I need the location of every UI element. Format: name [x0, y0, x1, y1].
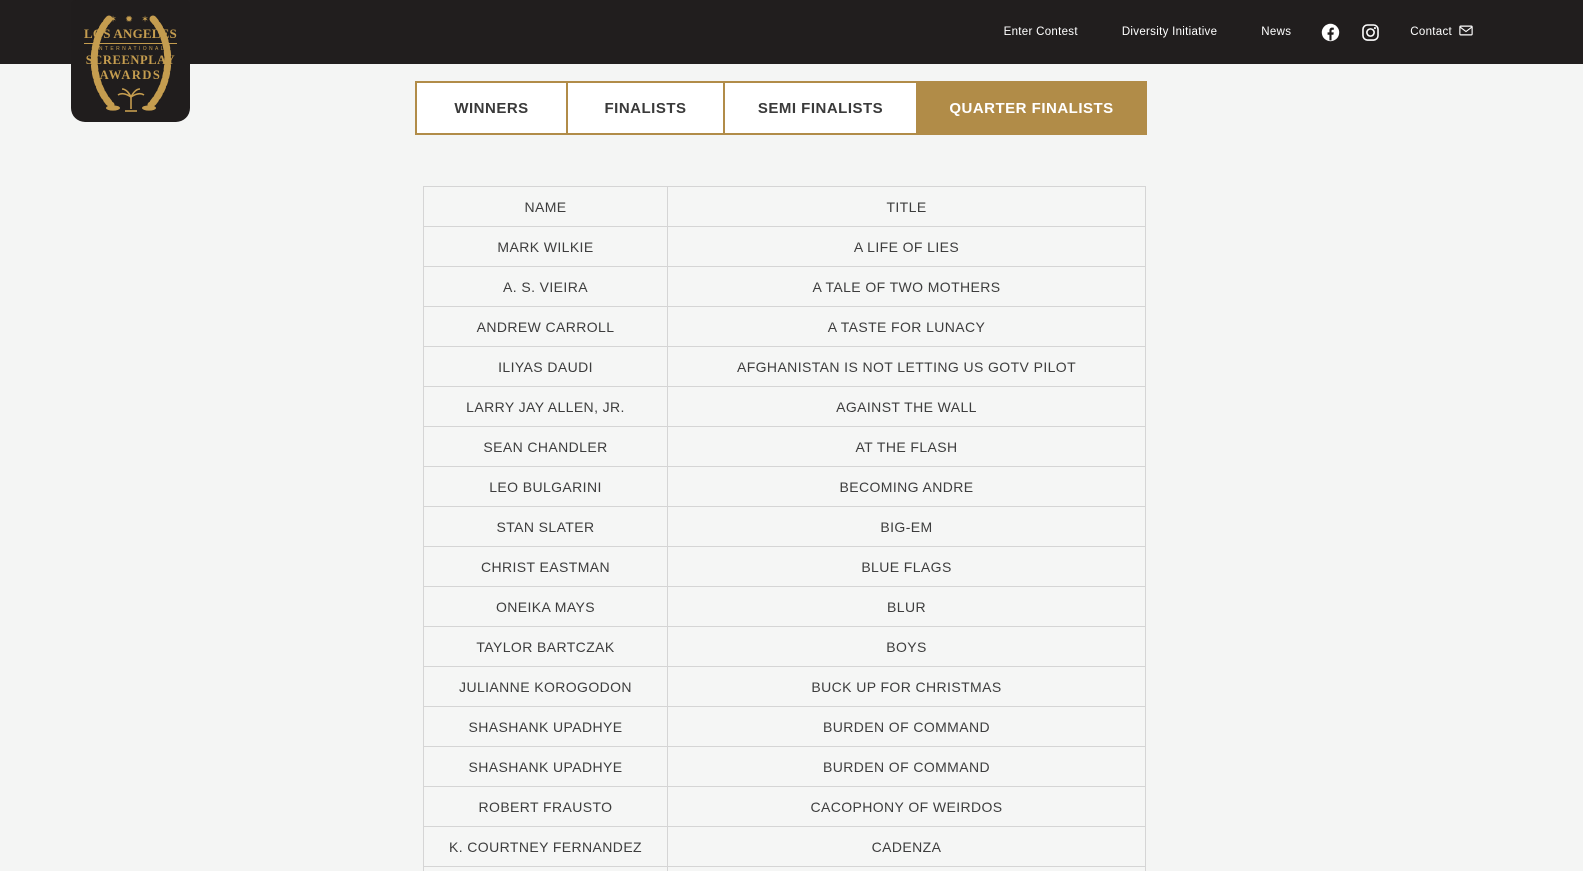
logo-text-international: INTERNATIONAL — [95, 45, 166, 52]
title-cell: BLUE FLAGS — [861, 558, 952, 575]
title-cell: A LIFE OF LIES — [853, 238, 960, 255]
column-header-title: TITLE — [886, 198, 927, 215]
column-header-name: NAME — [424, 187, 668, 226]
name-cell: K. COURTNEY FERNANDEZ — [424, 827, 668, 866]
name-cell: CHRIST EASTMAN — [424, 547, 668, 586]
tab-semi-finalists[interactable]: SEMI FINALISTS — [723, 81, 918, 135]
nav-contact[interactable] — [1410, 23, 1473, 41]
instagram-icon[interactable] — [1361, 23, 1380, 42]
nav-contact-label[interactable]: Contact — [1410, 26, 1452, 38]
table-row — [424, 667, 1145, 707]
table-row — [424, 707, 1145, 747]
name-cell: STAN SLATER — [424, 507, 668, 546]
name-cell — [424, 867, 668, 871]
table-row — [424, 267, 1145, 307]
nav-diversity-initiative[interactable]: Diversity Initiative — [1121, 26, 1218, 38]
name-cell: ONEIKA MAYS — [424, 587, 668, 626]
logo-stars: ✶ ✹ ✶ — [109, 13, 152, 24]
table-row — [424, 827, 1145, 867]
name-cell: TAYLOR BARTCZAK — [424, 627, 668, 666]
name-cell: MARK WILKIE — [424, 227, 668, 266]
table-row — [424, 787, 1145, 827]
site-header — [0, 0, 1583, 64]
title-cell: A TALE OF TWO MOTHERS — [812, 278, 1001, 295]
title-cell: AT THE FLASH — [855, 438, 958, 455]
table-row — [424, 307, 1145, 347]
title-cell: CACOPHONY OF WEIRDOS — [810, 798, 1003, 815]
table-row — [424, 747, 1145, 787]
site-logo[interactable] — [71, 0, 190, 122]
name-cell: LARRY JAY ALLEN, JR. — [424, 387, 668, 426]
table-header-row — [424, 187, 1145, 227]
results-table — [423, 186, 1146, 871]
table-row — [424, 427, 1145, 467]
table-row — [424, 507, 1145, 547]
header-nav — [1004, 0, 1473, 64]
title-cell: BUCK UP FOR CHRISTMAS — [811, 678, 1002, 695]
title-cell: AGAINST THE WALL — [836, 398, 977, 415]
title-cell — [668, 867, 1145, 871]
table-row — [424, 387, 1145, 427]
title-cell: AFGHANISTAN IS NOT LETTING US GOTV PILOT — [736, 358, 1077, 375]
logo-text-los-angeles: LOS ANGELES — [84, 26, 177, 44]
nav-news[interactable]: News — [1261, 26, 1292, 38]
tab-winners[interactable]: WINNERS — [415, 81, 568, 135]
name-cell: ILIYAS DAUDI — [424, 347, 668, 386]
name-cell: A. S. VIEIRA — [424, 267, 668, 306]
name-cell: SEAN CHANDLER — [424, 427, 668, 466]
logo-text-screenplay: SCREENPLAY — [85, 52, 176, 67]
table-row — [424, 627, 1145, 667]
title-cell: BOYS — [886, 638, 927, 655]
nav-enter-contest[interactable]: Enter Contest — [1003, 26, 1078, 38]
table-row — [424, 547, 1145, 587]
title-cell: A TASTE FOR LUNACY — [827, 318, 986, 335]
tab-quarter-finalists[interactable]: QUARTER FINALISTS — [916, 81, 1147, 135]
table-row — [424, 227, 1145, 267]
tab-finalists[interactable]: FINALISTS — [566, 81, 725, 135]
table-row — [424, 467, 1145, 507]
table-row — [424, 347, 1145, 387]
palm-tree-icon — [118, 89, 144, 111]
title-cell: BURDEN OF COMMAND — [822, 758, 991, 775]
facebook-icon[interactable] — [1321, 23, 1340, 42]
name-cell: SHASHANK UPADHYE — [424, 747, 668, 786]
laurel-wreath-icon — [75, 5, 187, 117]
name-cell: ROBERT FRAUSTO — [424, 787, 668, 826]
title-cell: BLUR — [887, 598, 926, 615]
title-cell: BIG-EM — [880, 518, 933, 535]
table-row — [424, 587, 1145, 627]
logo-emblem — [75, 5, 187, 117]
logo-text-awards: AWARDS — [99, 67, 162, 82]
envelope-icon — [1459, 23, 1473, 41]
table-row-partial — [424, 867, 1145, 871]
results-tabs — [415, 81, 1147, 135]
name-cell: LEO BULGARINI — [424, 467, 668, 506]
title-cell: BECOMING ANDRE — [839, 478, 974, 495]
title-cell: CADENZA — [871, 838, 942, 855]
name-cell: JULIANNE KOROGODON — [424, 667, 668, 706]
name-cell: ANDREW CARROLL — [424, 307, 668, 346]
title-cell: BURDEN OF COMMAND — [822, 718, 991, 735]
name-cell: SHASHANK UPADHYE — [424, 707, 668, 746]
